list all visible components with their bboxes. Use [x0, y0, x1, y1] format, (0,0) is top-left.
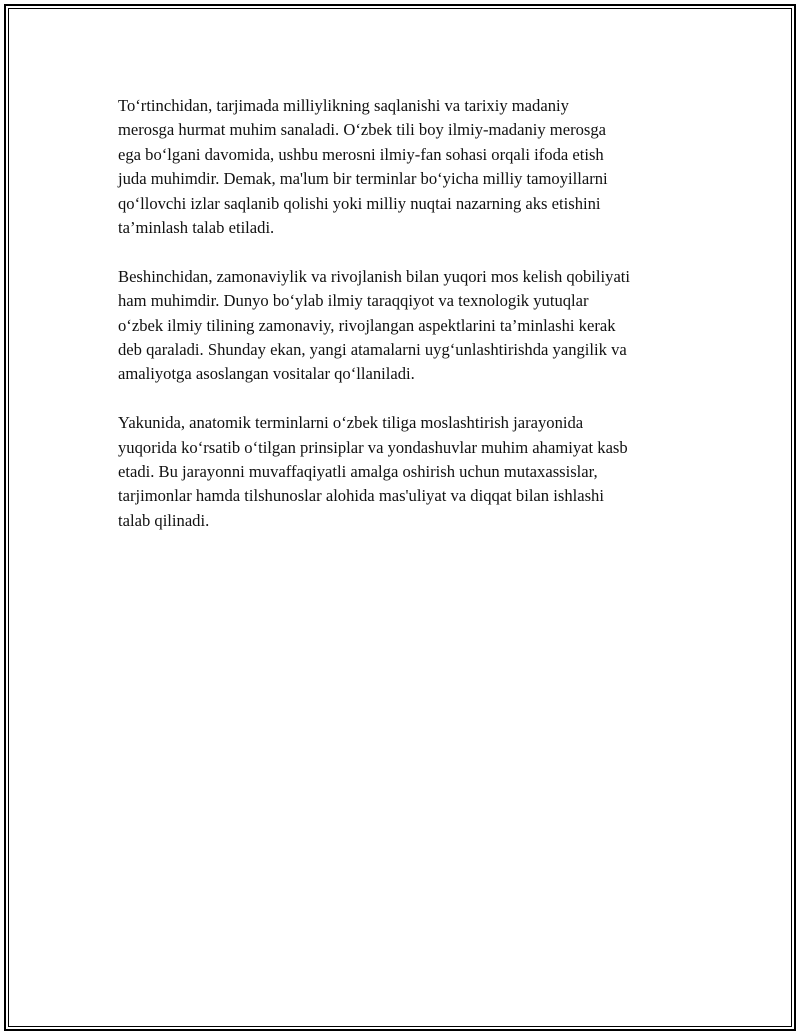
text-line: merosga hurmat muhim sanaladi. O‘zbek tili boy ilmiy-madaniy merosga	[118, 120, 607, 140]
text-line: ega bo‘lgani davomida, ushbu merosni ilmiy-fan sohasi orqali ifoda etish	[118, 144, 604, 164]
paragraph	[118, 411, 708, 533]
text-line: talab qilinadi.	[118, 510, 210, 530]
text-line: juda muhimdir. Demak, ma'lum bir terminlar bo‘yicha milliy tamoyillarni	[118, 169, 608, 189]
text-line: qo‘llovchi izlar saqlanib qolishi yoki milliy nuqtai nazarning aks etishini	[118, 193, 601, 213]
text-line: Yakunida, anatomik terminlarni o‘zbek tiliga moslashtirish jarayonida	[118, 413, 584, 433]
text-line: yuqorida ko‘rsatib o‘tilgan prinsiplar va yondashuvlar muhim ahamiyat kasb	[118, 437, 628, 457]
text-line: tarjimonlar hamda tilshunoslar alohida mas'uliyat va diqqat bilan ishlashi	[118, 486, 604, 506]
text-line: etadi. Bu jarayonni muvaffaqiyatli amalga oshirish uchun mutaxassislar,	[118, 462, 598, 482]
text-line: ta’minlash talab etiladi.	[118, 218, 275, 238]
text-line: deb qaraladi. Shunday ekan, yangi atamalarni uyg‘unlashtirishda yangilik va	[118, 340, 627, 360]
paragraph	[118, 265, 708, 387]
text-line: To‘rtinchidan, tarjimada milliylikning saqlanishi va tarixiy madaniy	[118, 96, 569, 115]
text-line: o‘zbek ilmiy tilining zamonaviy, rivojlangan aspektlarini ta’minlashi kerak	[118, 315, 616, 335]
text-line: ham muhimdir. Dunyo bo‘ylab ilmiy taraqqiyot va texnologik yutuqlar	[118, 291, 589, 311]
document-body	[118, 94, 708, 558]
text-line: amaliyotga asoslangan vositalar qo‘llaniladi.	[118, 364, 415, 384]
text-line: Beshinchidan, zamonaviylik va rivojlanish bilan yuqori mos kelish qobiliyati	[118, 266, 631, 286]
paragraph	[118, 94, 708, 240]
